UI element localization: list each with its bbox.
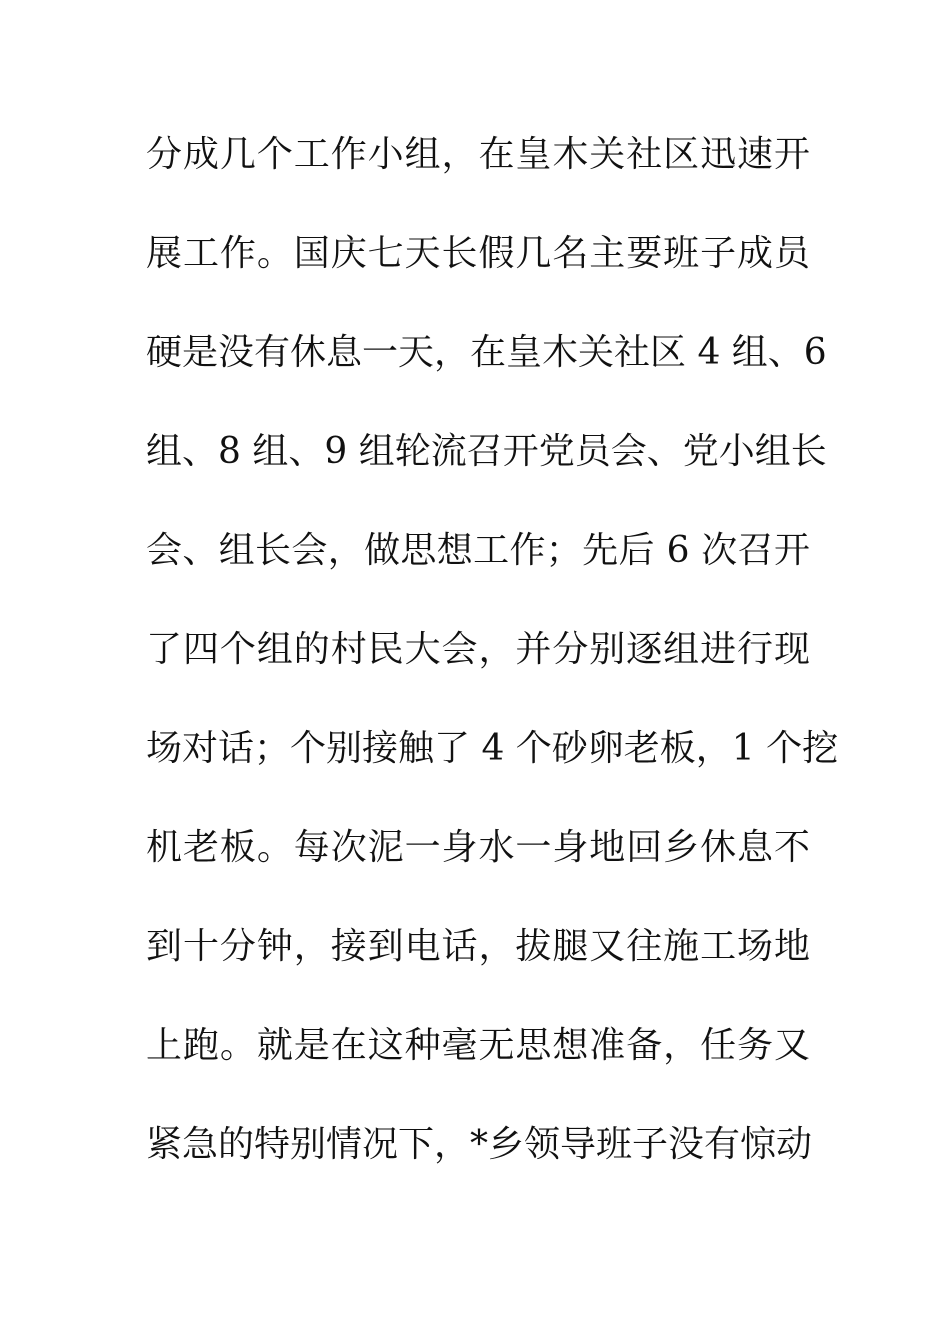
text-line: 紧急的特别情况下，*乡领导班子没有惊动 — [146, 1124, 813, 1165]
body-text — [146, 127, 839, 1216]
text-line: 会、组长会，做思想工作；先后 6 次召开 — [146, 530, 810, 571]
text-line: 分成几个工作小组，在皇木关社区迅速开 — [146, 134, 810, 175]
text-line: 展工作。国庆七天长假几名主要班子成员 — [146, 233, 810, 274]
text-line: 了四个组的村民大会，并分别逐组进行现 — [146, 629, 810, 670]
text-line: 场对话；个别接触了 4 个砂卵老板，1 个挖 — [146, 728, 839, 769]
text-line: 到十分钟，接到电话，拔腿又往施工场地 — [146, 926, 810, 967]
text-line: 组、8 组、9 组轮流召开党员会、党小组长 — [146, 431, 827, 472]
text-line: 机老板。每次泥一身水一身地回乡休息不 — [146, 827, 810, 868]
text-line: 上跑。就是在这种毫无思想准备，任务又 — [146, 1025, 810, 1066]
text-line: 硬是没有休息一天，在皇木关社区 4 组、6 — [146, 332, 827, 373]
